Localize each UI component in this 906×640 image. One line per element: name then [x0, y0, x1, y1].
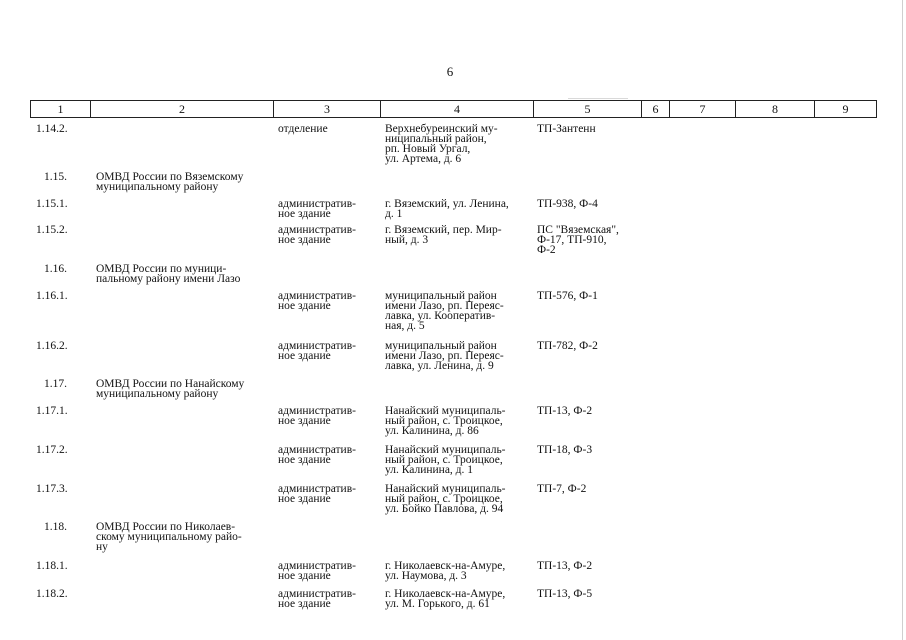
object-address: г. Вяземский, ул. Ленина, д. 1: [385, 198, 509, 220]
row-number: 1.16.: [44, 263, 67, 275]
row-number: 1.17.: [44, 378, 67, 390]
row-number: 1.15.1.: [36, 198, 68, 210]
object-type: административ- ное здание: [278, 560, 356, 582]
row-number: 1.17.1.: [36, 405, 68, 417]
row-number: 1.16.1.: [36, 290, 68, 302]
object-type: административ- ное здание: [278, 444, 356, 466]
header-col-7: 7: [670, 101, 736, 118]
power-source: ТП-576, Ф-1: [537, 290, 598, 302]
header-col-1: 1: [31, 101, 91, 118]
power-source: ТП-7, Ф-2: [537, 483, 587, 495]
header-col-6: 6: [642, 101, 670, 118]
object-type: отделение: [278, 123, 328, 135]
object-type: административ- ное здание: [278, 405, 356, 427]
organization-name: ОМВД России по Николаев- скому муниципальному райо- ну: [96, 521, 242, 553]
object-address: г. Вяземский, пер. Мир- ный, д. 3: [385, 224, 502, 246]
power-source: ТП-782, Ф-2: [537, 340, 598, 352]
page-number: 6: [446, 64, 454, 79]
row-number: 1.17.3.: [36, 483, 68, 495]
organization-name: ОМВД России по муници- пальному району имени Лазо: [96, 263, 241, 285]
object-address: г. Николаевск-на-Амуре, ул. М. Горького, д. 61: [385, 588, 506, 610]
row-number: 1.18.1.: [36, 560, 68, 572]
row-number: 1.18.: [44, 521, 67, 533]
header-col-9: 9: [815, 101, 877, 118]
object-type: административ- ное здание: [278, 588, 356, 610]
header-col-2: 2: [91, 101, 274, 118]
object-address: Нанайский муниципаль- ный район, с. Троицкое, ул. Бойко Павлова, д. 94: [385, 483, 506, 515]
power-source: ТП-13, Ф-2: [537, 560, 593, 572]
row-number: 1.15.2.: [36, 224, 68, 236]
power-source: ТП-13, Ф-2: [537, 405, 593, 417]
object-type: административ- ное здание: [278, 290, 356, 312]
header-col-5: 5: [534, 101, 642, 118]
object-address: Нанайский муниципаль- ный район, с. Троицкое, ул. Калинина, д. 1: [385, 444, 506, 476]
header-col-8: 8: [736, 101, 815, 118]
object-address: муниципальный район имени Лазо, рп. Переяс- лавка, ул. Ленина, д. 9: [385, 340, 504, 372]
organization-name: ОМВД России по Нанайскому муниципальному району: [96, 378, 245, 400]
row-number: 1.18.2.: [36, 588, 68, 600]
object-type: административ- ное здание: [278, 340, 356, 362]
header-col-3: 3: [274, 101, 381, 118]
object-address: Нанайский муниципаль- ный район, с. Троицкое, ул. Калинина, д. 86: [385, 405, 506, 437]
object-type: административ- ное здание: [278, 224, 356, 246]
column-number-header: [30, 100, 877, 118]
power-source: ТП-13, Ф-5: [537, 588, 593, 600]
header-col-4: 4: [381, 101, 534, 118]
power-source: ПС "Вяземская", Ф-17, ТП-910, Ф-2: [537, 224, 619, 256]
organization-name: ОМВД России по Вяземскому муниципальному району: [96, 171, 244, 193]
object-address: муниципальный район имени Лазо, рп. Переяс- лавка, ул. Кооператив- ная, д. 5: [385, 290, 504, 332]
object-address: Верхнебуреинский му- ниципальный район, рп. Новый Ургал, ул. Артема, д. 6: [385, 123, 498, 165]
power-source: ТП-18, Ф-3: [537, 444, 593, 456]
scan-artifact-line: [568, 98, 628, 99]
row-number: 1.14.2.: [36, 123, 68, 135]
object-type: административ- ное здание: [278, 198, 356, 220]
row-number: 1.15.: [44, 171, 67, 183]
object-type: административ- ное здание: [278, 483, 356, 505]
header-row: [31, 101, 877, 118]
row-number: 1.16.2.: [36, 340, 68, 352]
row-number: 1.17.2.: [36, 444, 68, 456]
power-source: ТП-938, Ф-4: [537, 198, 598, 210]
object-address: г. Николаевск-на-Амуре, ул. Наумова, д. 3: [385, 560, 506, 582]
page-edge-line: [902, 0, 903, 640]
power-source: ТП-Зантенн: [537, 123, 596, 135]
